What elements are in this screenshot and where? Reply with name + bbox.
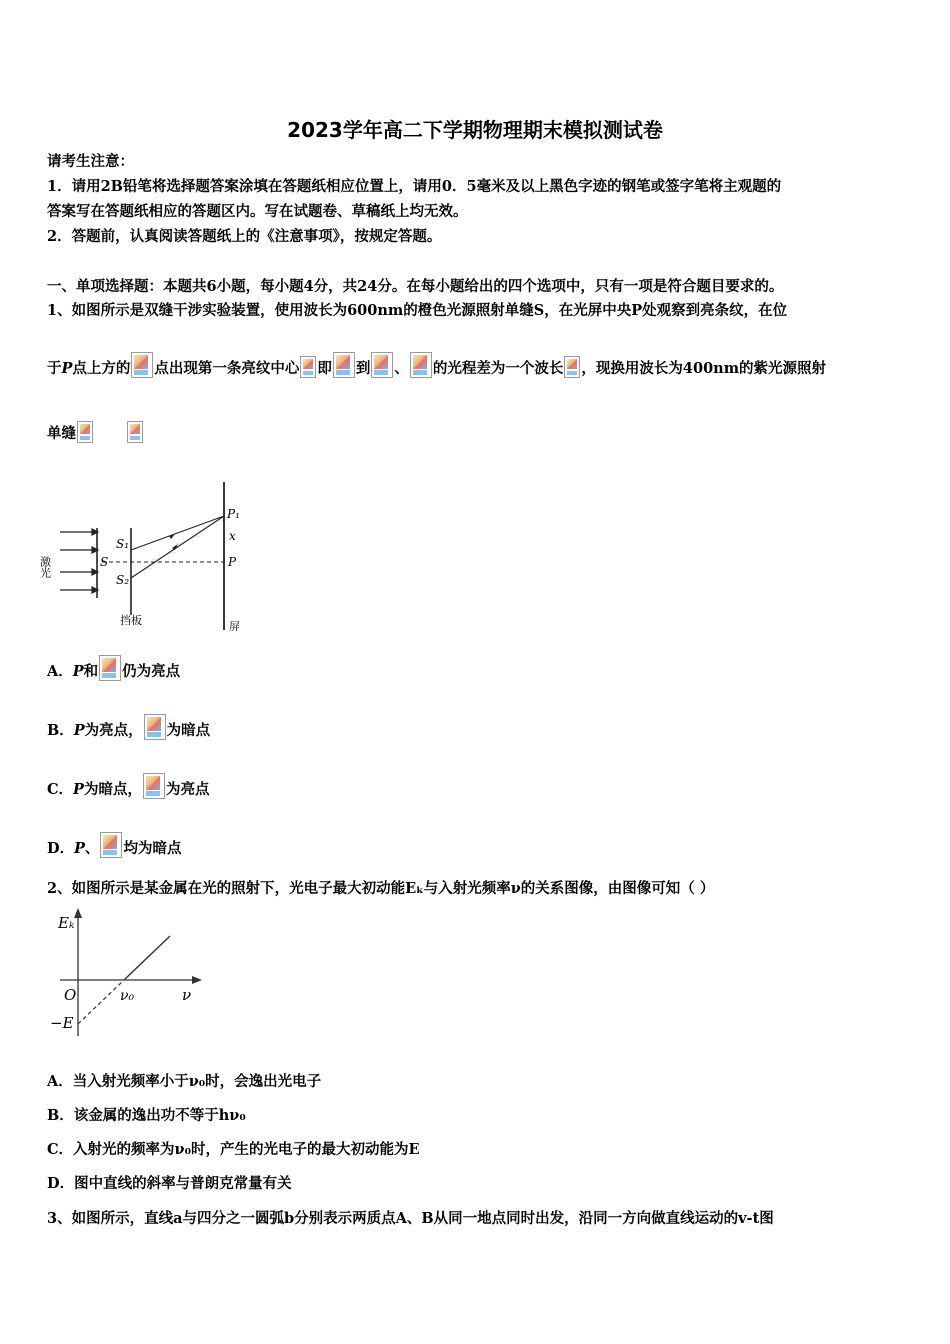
broken-image-icon: [77, 421, 93, 443]
q3-line-1: 3、如图所示，直线a与四分之一圆弧b分别表示两质点A、B从同一地点同时出发，沿同一方向做直线运动的v-t图: [47, 1210, 774, 1227]
notice-line-3: 2．答题前，认真阅读答题纸上的《注意事项》，按规定答题。: [47, 228, 442, 245]
option-text: P: [73, 722, 85, 739]
page-title: 2023学年高二下学期物理期末模拟测试卷: [287, 118, 663, 142]
q1-option-d: [47, 832, 181, 858]
option-text: 、: [84, 840, 100, 857]
q2-option-c: C．入射光的频率为ν₀时，产生的光电子的最大初动能为E: [47, 1141, 420, 1158]
option-letter: C．: [47, 781, 74, 798]
q1-line-2: [47, 352, 826, 378]
section-heading: 一、单项选择题：本题共6小题，每小题4分，共24分。在每小题给出的四个选项中，只有一项是符合题目要求的。: [47, 278, 784, 295]
q1-line-1: 1、如图所示是双缝干涉实验装置，使用波长为600nm的橙色光源照射单缝S，在光屏中央P处观察到亮条纹，在位: [47, 302, 788, 319]
origin-label: O: [64, 986, 77, 1004]
laser-label: 激光: [38, 556, 52, 578]
q1-option-c: [47, 773, 209, 799]
neg-e-label: −E: [50, 1014, 74, 1032]
q1-text: P: [61, 360, 73, 377]
label-s2: S₂: [116, 573, 130, 587]
q1-text: 于: [47, 360, 62, 377]
q1-option-b: [47, 714, 210, 740]
option-text: 为亮点: [165, 781, 210, 798]
q1-text: 的光程差为一个波长: [432, 360, 564, 377]
option-text: 和: [83, 663, 99, 680]
broken-image-icon: [333, 352, 355, 378]
q2-option-a: A．当入射光频率小于ν₀时，会逸出光电子: [47, 1073, 322, 1090]
option-letter: A．: [47, 663, 73, 680]
q2-option-d: D．图中直线的斜率与普朗克常量有关: [47, 1175, 292, 1192]
broken-image-icon: [127, 421, 143, 443]
label-s1: S₁: [116, 537, 130, 551]
q2-option-b: B．该金属的逸出功不等于hν₀: [47, 1107, 246, 1124]
option-text: P: [73, 781, 84, 798]
x-axis-label: ν: [182, 986, 192, 1004]
q1-text: 、: [394, 360, 409, 377]
option-text: 均为暗点: [123, 840, 182, 857]
broken-image-icon: [410, 352, 432, 378]
option-letter: D．: [47, 840, 75, 857]
y-axis-label: Eₖ: [58, 914, 75, 932]
label-x: x: [229, 529, 236, 543]
q1-text: 到: [355, 360, 371, 377]
q1-text: 即: [317, 360, 332, 377]
q1-text: 点上方的: [72, 360, 131, 377]
option-text: 为暗点，: [83, 781, 142, 798]
extrapolation-line: [78, 980, 124, 1024]
option-text: 为亮点，: [84, 722, 143, 739]
notice-line-1: 1．请用2B铅笔将选择题答案涂填在答题纸相应位置上，请用0．5毫米及以上黑色字迹的钢笔或签字笔将主观题的: [47, 178, 782, 195]
q1-line-3: [47, 425, 144, 443]
option-text: 仍为亮点: [122, 663, 181, 680]
ek-nu-graph: [48, 906, 208, 1038]
option-text: P: [74, 840, 85, 857]
screen-label: 屏: [229, 620, 240, 633]
q1-text: ，现换用波长为400nm的紫光源照射: [581, 360, 827, 377]
broken-image-icon: [300, 356, 316, 378]
broken-image-icon: [564, 356, 580, 378]
label-s: S: [100, 555, 109, 569]
nu0-label: ν₀: [120, 988, 135, 1004]
notice-heading: 请考生注意：: [47, 153, 134, 170]
q1-text: 点出现第一条亮纹中心: [154, 360, 300, 377]
ek-line: [124, 936, 170, 980]
double-slit-diagram: [38, 478, 249, 636]
option-text: P: [72, 663, 84, 680]
notice-line-2: 答案写在答题纸相应的答题区内。写在试题卷、草稿纸上均无效。: [47, 203, 468, 220]
baffle-label: 挡板: [120, 614, 142, 627]
q2-line-1: 2、如图所示是某金属在光的照射下，光电子最大初动能Eₖ与入射光频率ν的关系图像，由图像可知（ ）: [47, 880, 715, 897]
option-letter: B．: [47, 722, 74, 739]
q1-text: 单缝: [47, 425, 76, 442]
broken-image-icon: [371, 352, 393, 378]
broken-image-icon: [144, 714, 166, 740]
option-text: 为暗点: [166, 722, 211, 739]
q1-option-a: [47, 655, 180, 681]
broken-image-icon: [143, 773, 165, 799]
broken-image-icon: [100, 832, 122, 858]
label-p1: P₁: [227, 507, 240, 521]
broken-image-icon: [99, 655, 121, 681]
broken-image-icon: [131, 352, 153, 378]
label-p: P: [228, 555, 237, 569]
